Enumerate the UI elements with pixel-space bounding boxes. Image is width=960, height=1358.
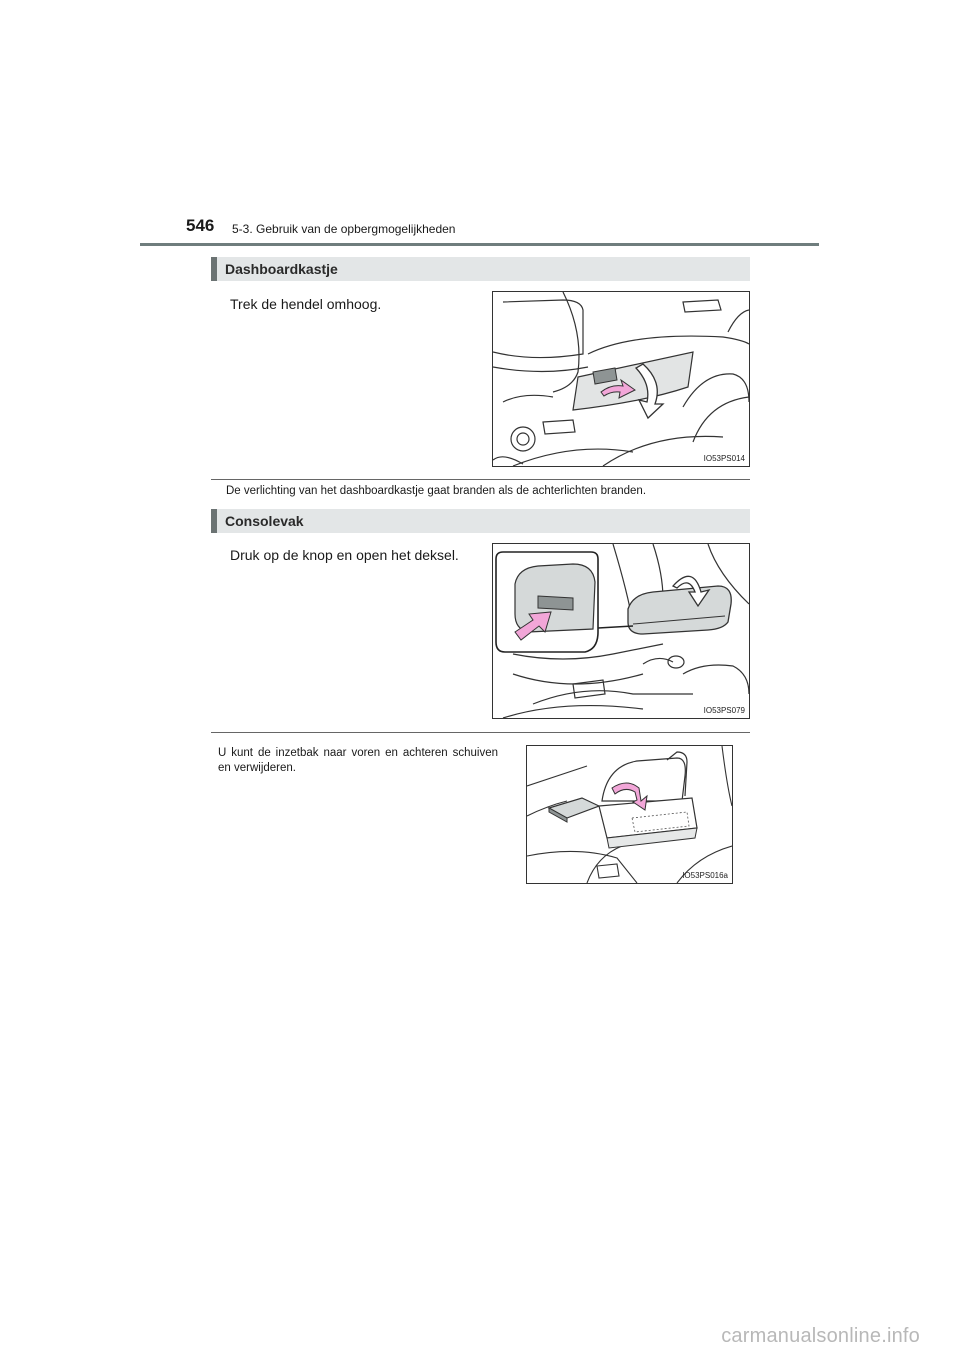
instruction-glovebox: Trek de hendel omhoog. (230, 296, 382, 312)
section-heading-consolevak (211, 509, 750, 533)
console-illustration (493, 544, 749, 718)
section-title: Consolevak (225, 513, 304, 529)
figure-code: IO53PS079 (703, 706, 745, 715)
figure-console (492, 543, 750, 719)
chapter-title: 5-3. Gebruik van de opbergmogelijkheden (232, 222, 456, 236)
figure-console-tray (526, 745, 733, 884)
page-number: 546 (186, 216, 215, 235)
figure-glovebox (492, 291, 750, 467)
instruction-console: Druk op de knop en open het deksel. (230, 547, 459, 563)
tray-illustration (527, 746, 732, 883)
section-marker (211, 257, 217, 281)
figure-code: IO53PS014 (703, 454, 745, 463)
section-marker (211, 509, 217, 533)
figure-code: IO53PS016a (682, 871, 728, 880)
glovebox-illustration (493, 292, 749, 466)
section-title: Dashboardkastje (225, 261, 338, 277)
extra-tray-note: U kunt de inzetbak naar voren en achteren schuiven en verwijderen. (218, 747, 498, 774)
header-rule (140, 243, 819, 246)
section-divider (211, 479, 750, 480)
watermark: carmanualsonline.info (721, 1325, 920, 1347)
note-glovebox-light: De verlichting van het dashboardkastje gaat branden als de achterlichten branden. (226, 485, 647, 497)
section-heading-dashboardkastje (211, 257, 750, 281)
section-divider (211, 732, 750, 733)
